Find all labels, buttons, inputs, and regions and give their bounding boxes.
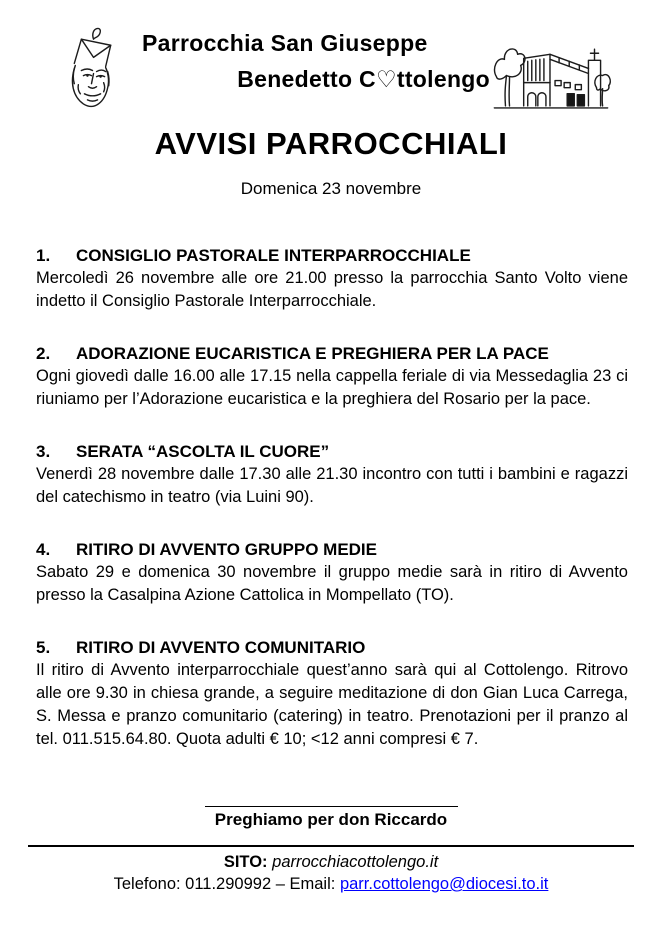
prayer-note: Preghiamo per don Riccardo	[214, 810, 448, 829]
page-header	[0, 0, 662, 116]
announcement-title: ADORAZIONE EUCARISTICA E PREGHIERA PER LA PACE	[76, 344, 549, 363]
announcement-item-3	[36, 440, 628, 509]
phone-number: 011.290992	[185, 875, 272, 893]
site-label: SITO:	[223, 853, 268, 871]
announcement-heading	[36, 538, 628, 561]
announcement-item-4	[36, 538, 628, 607]
announcement-heading	[36, 342, 628, 365]
announcement-number: 5.	[36, 638, 51, 657]
announcements-list	[36, 244, 628, 751]
parish-name-line2-suffix: ttolengo	[396, 66, 490, 92]
announcement-item-2	[36, 342, 628, 411]
announcement-title: SERATA “ASCOLTA IL CUORE”	[76, 442, 330, 461]
announcement-heading	[36, 244, 628, 267]
announcement-item-1	[36, 244, 628, 313]
prayer-separator-line	[205, 806, 458, 807]
cottolengo-portrait-illustration	[54, 24, 130, 110]
page-footer	[0, 806, 662, 894]
announcement-title: CONSIGLIO PASTORALE INTERPARROCCHIALE	[76, 246, 471, 265]
phone-label: Telefono:	[113, 875, 181, 893]
parish-name-line2	[130, 66, 490, 93]
email-label: Email:	[289, 875, 336, 893]
announcement-number: 4.	[36, 540, 51, 559]
announcement-number: 2.	[36, 344, 51, 363]
announcement-item-5	[36, 636, 628, 751]
site-url: parrocchiacottolengo.it	[272, 853, 439, 871]
announcement-title: RITIRO DI AVVENTO GRUPPO MEDIE	[76, 540, 377, 559]
announcement-body: Il ritiro di Avvento interparrocchiale quest’anno sarà qui al Cottolengo. Ritrovo alle ore 9.30 in chiesa grande, a seguire meditazione di don Gian Luca Carrega, S. Messa e pranzo comunitario (catering) in teatro. Prenotazioni per il pranzo al tel. 011.515.64.80. Quota adulti € 10; <12 anni compresi € 7.	[36, 661, 628, 748]
page-title: AVVISI PARROCCHIALI	[154, 126, 508, 161]
announcement-heading	[36, 636, 628, 659]
footer-rule	[28, 845, 634, 847]
announcement-body: Sabato 29 e domenica 30 novembre il gruppo medie sarà in ritiro di Avvento presso la Casalpina Azione Cattolica in Mompellato (TO).	[36, 563, 628, 604]
parish-name-line1: Parrocchia San Giuseppe	[142, 30, 428, 56]
parish-name-line2-prefix: Benedetto C	[237, 66, 376, 92]
contact-separator: –	[275, 875, 285, 893]
announcement-heading	[36, 440, 628, 463]
bulletin-date: Domenica 23 novembre	[240, 179, 422, 198]
announcement-body: Mercoledì 26 novembre alle ore 21.00 presso la parrocchia Santo Volto viene indetto il Consiglio Pastorale Interparrocchiale.	[36, 269, 628, 310]
announcement-number: 3.	[36, 442, 51, 461]
site-line	[0, 853, 662, 872]
contact-line	[0, 875, 662, 894]
announcement-body: Ogni giovedì dalle 16.00 alle 17.15 nella cappella feriale di via Messedaglia 23 ci riuniamo per l’Adorazione eucaristica e la preghiera del Rosario per la pace.	[36, 367, 628, 408]
parish-name-block	[130, 24, 490, 93]
heart-icon: ♡	[375, 67, 397, 93]
announcement-body: Venerdì 28 novembre dalle 17.30 alle 21.30 incontro con tutti i bambini e ragazzi del catechismo in teatro (via Luini 90).	[36, 465, 628, 506]
email-link[interactable]: parr.cottolengo@diocesi.to.it	[339, 875, 549, 893]
announcement-number: 1.	[36, 246, 51, 265]
church-building-illustration	[490, 30, 612, 116]
announcement-title: RITIRO DI AVVENTO COMUNITARIO	[76, 638, 366, 657]
